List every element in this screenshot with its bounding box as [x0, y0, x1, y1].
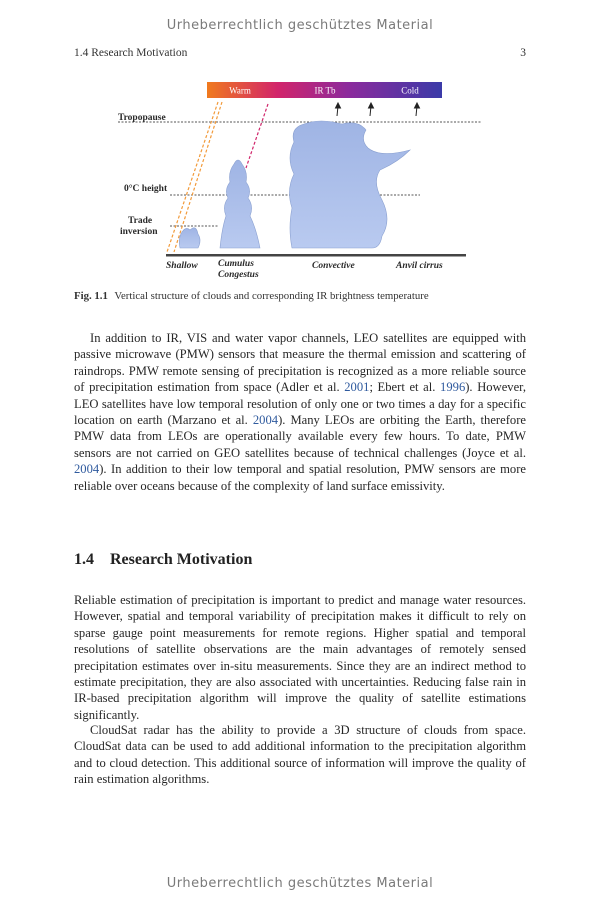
arrow-dashed — [246, 104, 268, 168]
bar-label-ir-tb: IR Tb — [314, 85, 336, 96]
paragraph-reliable-estimation: Reliable estimation of precipitation is important to predict and manage water resources. However, spatial and temporal variability of precipitation makes it difficult to rely on sparse gauge point measurements for remote regions. Higher spatial and temporal resolutions of satellite observations are the main advantages of remotely sensed precipitation estimates over in-situ measurements. Since they are an indirect method to estimate precipitation, they are also associated with uncertainties. Reducing false rain in IR-based precipitation algorithm will improve the quality of satellite estimations significantly. — [74, 593, 526, 722]
running-head-section: 1.4 Research Motivation — [74, 47, 188, 59]
cloud-structure-diagram — [110, 78, 490, 282]
cloud-structure-figure — [110, 78, 490, 282]
label-cumulus: Cumulus — [218, 259, 254, 269]
para1-t1: In addition to IR, VIS and water vapor channels, LEO satellites are equipped with passive microwave (PMW) sensors that measure the thermal emission and scattering of raindrops. PMW remote sensing of precipitation is recognized as a more reliable source of precipitation estimation from space (Adler et al. — [74, 331, 526, 395]
bar-label-cold: Cold — [401, 85, 419, 96]
paragraph-pmw-sensors — [74, 330, 526, 494]
citation-link[interactable]: 1996 — [440, 380, 466, 395]
cumulus-congestus-cloud — [220, 160, 260, 248]
para1-t4: ). Many LEOs are orbiting the Earth, therefore PMW data from LEOs are operationally available every few hours. To date, PMW sensors are not carried on GEO satellites because of technical challenges (Joyce et al. — [74, 413, 526, 460]
running-head — [74, 47, 526, 59]
citation-link[interactable]: 2001 — [344, 380, 370, 395]
arrow-dashed — [174, 102, 222, 252]
convective-cloud — [289, 121, 410, 248]
ground-line — [166, 254, 466, 257]
label-tropopause: Tropopause — [118, 113, 166, 123]
label-congestus: Congestus — [218, 270, 259, 280]
citation-link[interactable]: 2004 — [252, 413, 279, 428]
paragraph-cloudsat — [74, 722, 526, 788]
para1-t5: ). In addition to their low temporal and spatial resolution, PMW sensors are more reliable over oceans because of the complexity of land surface emissivity. — [74, 462, 526, 493]
label-inversion: inversion — [120, 227, 158, 237]
page-number: 3 — [520, 47, 526, 59]
label-trade: Trade — [128, 216, 153, 226]
label-shallow: Shallow — [166, 261, 198, 271]
caption-label: Fig. 1.1 — [74, 290, 108, 302]
label-convective: Convective — [312, 261, 355, 271]
bar-label-warm: Warm — [229, 85, 251, 96]
para1-t3: ). However, LEO satellites have low temporal resolution of only one or two times a day for a specific location on earth (Marzano et al. — [74, 380, 527, 428]
section-number: 1.4 — [74, 551, 94, 568]
section-heading — [74, 551, 252, 569]
section-title: Research Motivation — [110, 551, 253, 568]
shallow-cloud — [179, 228, 200, 248]
para1-t2: ; Ebert et al. — [369, 380, 441, 395]
figure-caption — [74, 290, 526, 302]
watermark-top: Urheberrechtlich geschütztes Material — [166, 18, 434, 33]
label-zero-c: 0°C height — [124, 184, 168, 194]
label-anvil-cirrus: Anvil cirrus — [396, 261, 443, 271]
para3-text: CloudSat radar has the ability to provide a 3D structure of clouds from space. CloudSat data can be used to add additional information to the precipitation algorithm and to cloud detection. This additional source of information will improve the quality of rain estimation algorithms. — [74, 723, 526, 787]
caption-text: Vertical structure of clouds and corresponding IR brightness temperature — [114, 290, 429, 302]
ir-arrows — [336, 103, 420, 116]
citation-link[interactable]: 2004 — [74, 462, 100, 477]
watermark-bottom: Urheberrechtlich geschütztes Material — [166, 876, 434, 891]
